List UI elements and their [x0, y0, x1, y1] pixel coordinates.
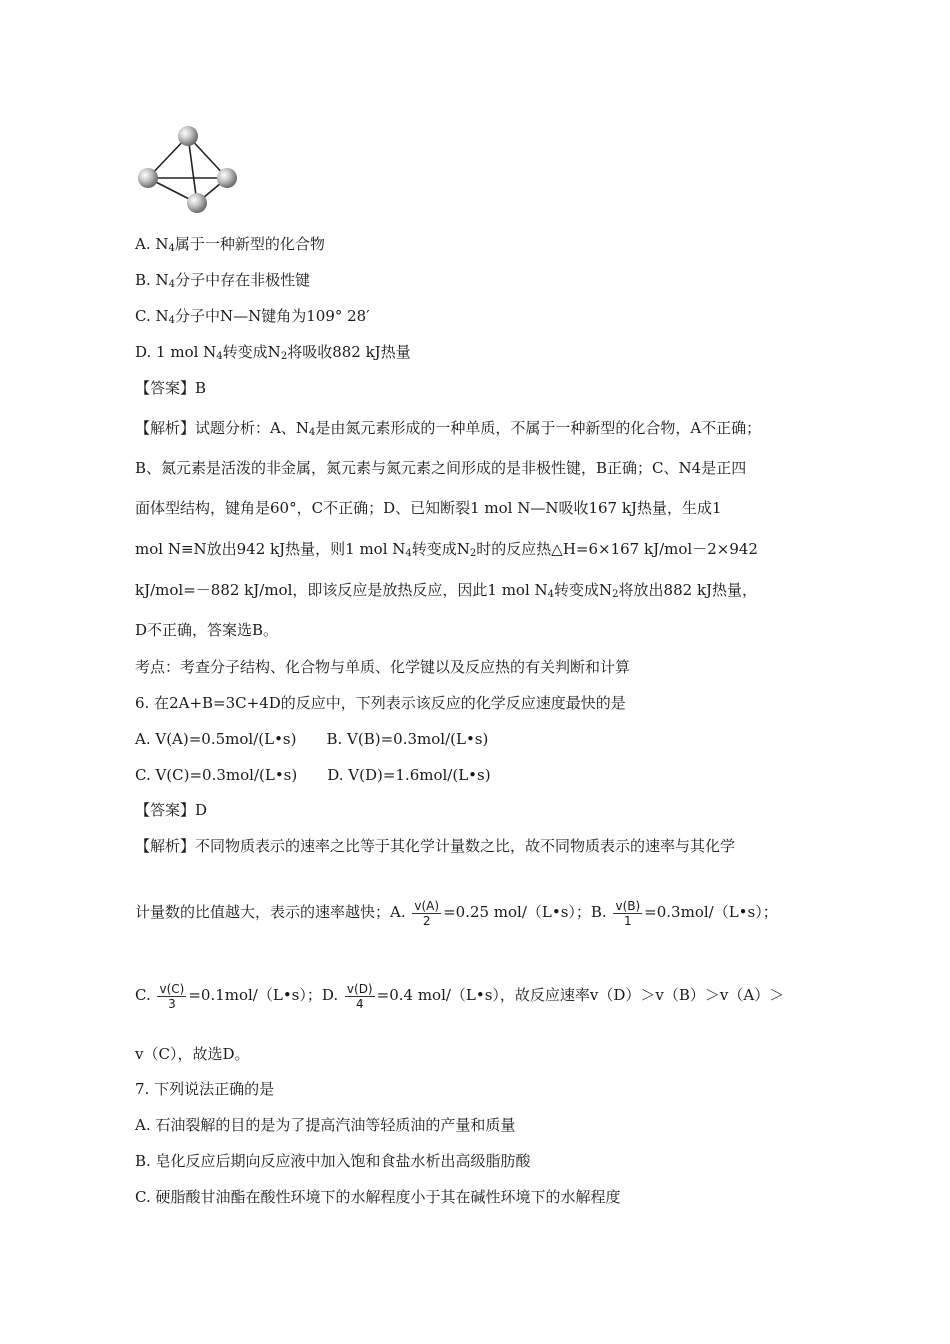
nitrogen-atom — [217, 168, 237, 188]
fraction-vb-over-1: $\frac{v(B)}{1}$ — [615, 898, 641, 928]
fraction-va-over-2: $\frac{v(A)}{2}$ — [414, 898, 440, 928]
q7-option-b: B. 皂化反应后期向反应液中加入饱和食盐水析出高级脂肪酸 — [135, 1152, 531, 1170]
nitrogen-atom — [138, 168, 158, 188]
q6-analysis-line: v（C），故选D。 — [135, 1045, 250, 1063]
q5-analysis-line: 【解析】试题分析：A、$N_4$是由氮元素形成的一种单质，不属于一种新型的化合物，A不正确； — [135, 419, 762, 438]
q5-option-d: D. 1 mol $N_4$转变成$N_2$将吸收882 kJ热量 — [135, 343, 411, 362]
q7-option-c: C. 硬脂酸甘油酯在酸性环境下的水解程度小于其在碱性环境下的水解程度 — [135, 1188, 621, 1206]
q6-options-row-1 — [135, 729, 488, 749]
q5-option-a: A. $N_4$属于一种新型的化合物 — [135, 235, 325, 254]
q5-analysis-line: D不正确，答案选B。 — [135, 621, 279, 639]
fraction-vd-over-4: $\frac{v(D)}{4}$ — [346, 981, 373, 1011]
q6-option-c: C. V(C)=0.3mol/(L•s) — [135, 766, 298, 784]
q5-analysis-line: 面体型结构，键角是60°，C不正确；D、已知断裂1 mol N—N吸收167 kJ热量，生成1 — [135, 499, 722, 517]
q6-analysis-line: 计量数的比值越大，表示的速率越快；A. $\frac{v(A)}{2}$ =0.25 mol/（L•s）；B. $\frac{v(B)}{1}$ =0.3mol/（L•s）； — [135, 898, 778, 928]
q5-exam-point: 考点：考查分子结构、化合物与单质、化学键以及反应热的有关判断和计算 — [135, 658, 631, 676]
nitrogen-atom — [178, 126, 198, 146]
q7-option-a: A. 石油裂解的目的是为了提高汽油等轻质油的产量和质量 — [135, 1116, 516, 1134]
q5-analysis-line: kJ/mol=－882 kJ/mol，即该反应是放热反应，因此1 mol $N_4$转变成$N_2$将放出882 kJ热量， — [135, 581, 758, 600]
q5-option-c: C. $N_4$分子中N—N键角为109° 28′ — [135, 307, 370, 326]
q5-analysis-line: mol N≡N放出942 kJ热量，则1 mol $N_4$转变成$N_2$时的反应热△H=6×167 kJ/mol－2×942 — [135, 540, 758, 559]
fraction-vc-over-3: $\frac{v(C)}{3}$ — [159, 981, 185, 1011]
bond-line — [188, 136, 197, 203]
q6-analysis-line: C. $\frac{v(C)}{3}$ =0.1mol/（L•s）；D. $\frac{v(D)}{4}$ =0.4 mol/（L•s），故反应速率v（D）＞v（B）＞v（A）＞ — [135, 981, 785, 1011]
nitrogen-atom — [187, 193, 207, 213]
q6-option-b: B. V(B)=0.3mol/(L•s) — [326, 730, 489, 748]
q6-option-a: A. V(A)=0.5mol/(L•s) — [135, 730, 297, 748]
q5-option-b: B. $N_4$分子中存在非极性键 — [135, 271, 311, 290]
n4-molecule-figure — [132, 120, 242, 220]
q6-options-row-2 — [135, 765, 491, 785]
q6-answer: 【答案】D — [135, 801, 208, 819]
q5-answer: 【答案】B — [135, 379, 207, 397]
q5-analysis-line: B、氮元素是活泼的非金属，氮元素与氮元素之间形成的是非极性键，B正确；C、N4是正四 — [135, 459, 747, 477]
q6-stem: 6. 在2A+B=3C+4D的反应中，下列表示该反应的化学反应速度最快的是 — [135, 694, 626, 712]
q6-analysis-line: 【解析】不同物质表示的速率之比等于其化学计量数之比，故不同物质表示的速率与其化学 — [135, 837, 736, 855]
q7-stem: 7. 下列说法正确的是 — [135, 1080, 275, 1098]
q6-option-d: D. V(D)=1.6mol/(L•s) — [327, 766, 491, 784]
